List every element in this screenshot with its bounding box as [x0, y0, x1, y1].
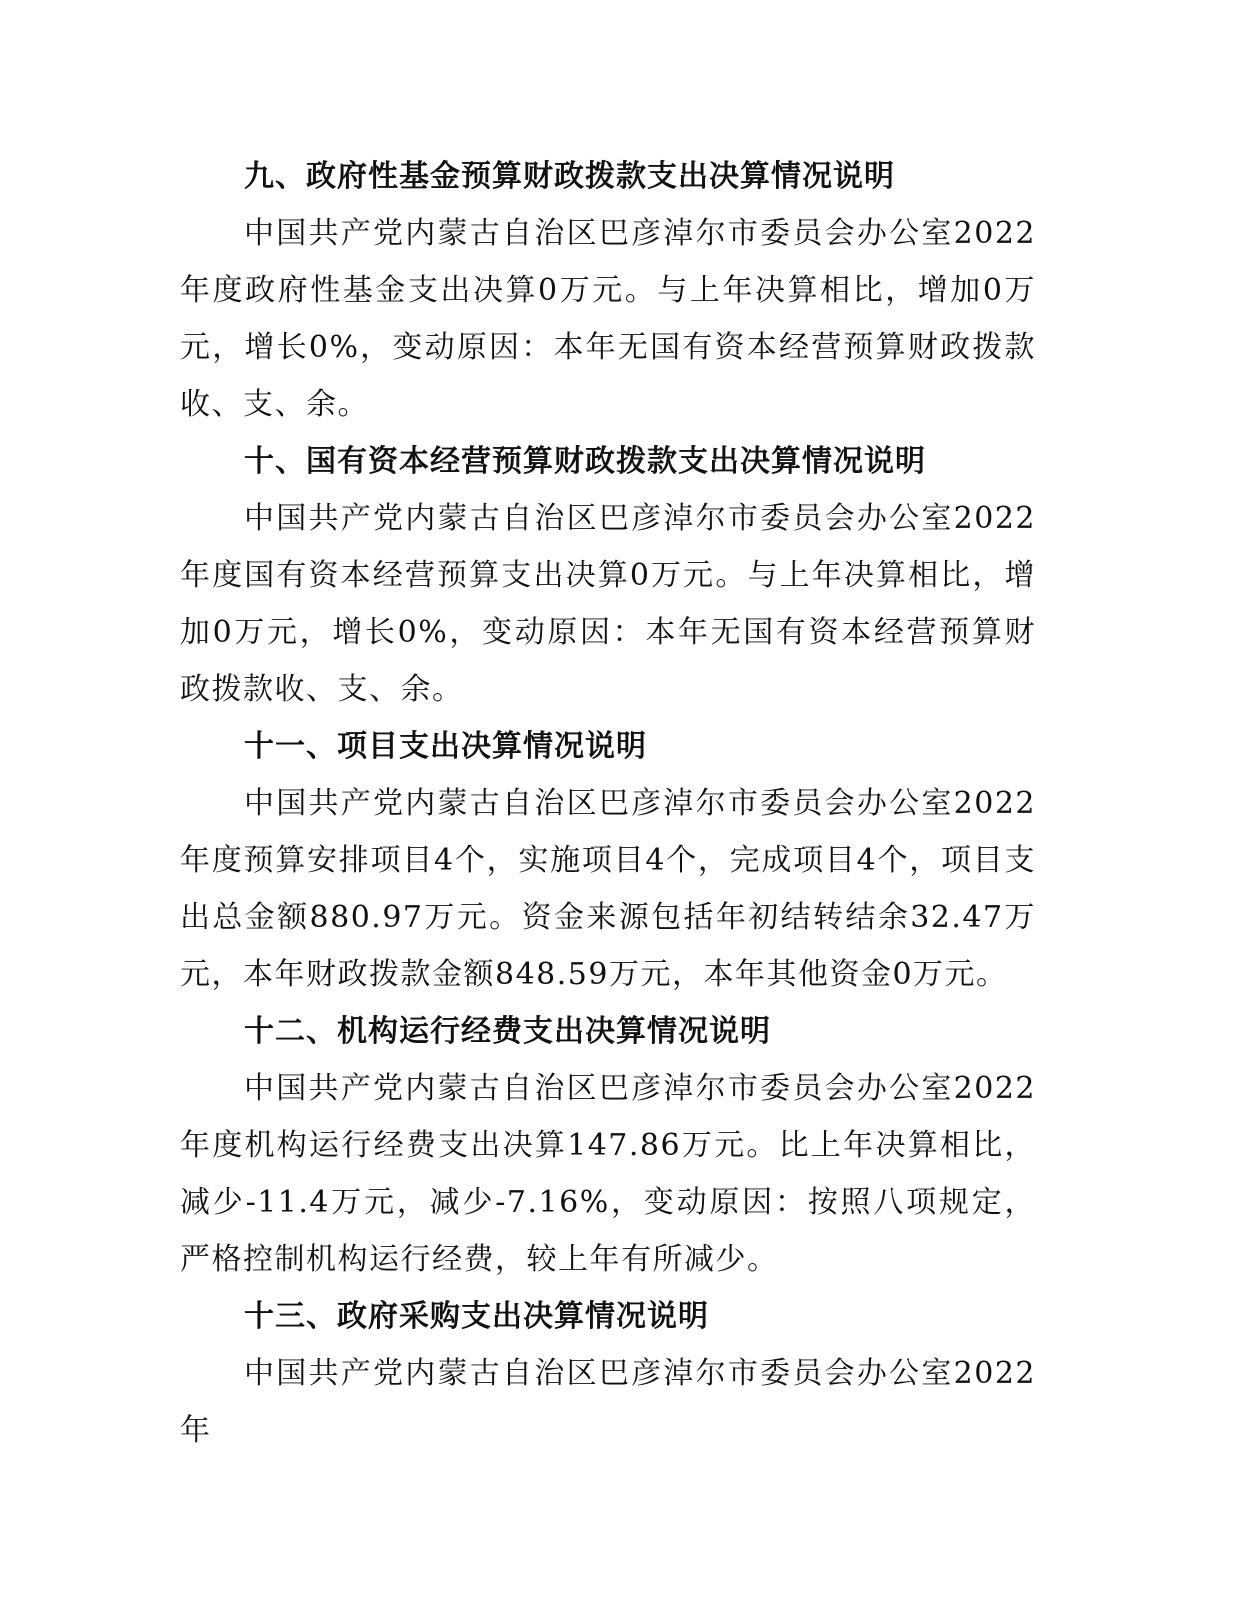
- section-13-body: 中国共产党内蒙古自治区巴彦淖尔市委员会办公室2022年: [180, 1356, 1036, 1448]
- section-9-body: 中国共产党内蒙古自治区巴彦淖尔市委员会办公室2022年度政府性基金支出决算0万元。与上年决算相比，增加0万元，增长0%，变动原因：本年无国有资本经营预算财政拨款收、支、余。: [180, 216, 1036, 422]
- section-11-body: 中国共产党内蒙古自治区巴彦淖尔市委员会办公室2022年度预算安排项目4个，实施项目4个，完成项目4个，项目支出总金额880.97万元。资金来源包括年初结转结余32.47万元，本年财政拨款金额848.59万元，本年其他资金0万元。: [180, 786, 1036, 992]
- section-10-heading: 十、国有资本经营预算财政拨款支出决算情况说明: [244, 444, 926, 479]
- section-11-heading: 十一、项目支出决算情况说明: [244, 729, 647, 764]
- section-12-body: 中国共产党内蒙古自治区巴彦淖尔市委员会办公室2022年度机构运行经费支出决算147.86万元。比上年决算相比，减少-11.4万元，减少-7.16%，变动原因：按照八项规定，严格控制机构运行经费，较上年有所减少。: [180, 1071, 1036, 1277]
- section-12-heading: 十二、机构运行经费支出决算情况说明: [244, 1014, 771, 1049]
- document-page: [180, 148, 1036, 1459]
- section-9-heading: 九、政府性基金预算财政拨款支出决算情况说明: [244, 159, 895, 194]
- section-13-heading: 十三、政府采购支出决算情况说明: [244, 1299, 709, 1334]
- section-10-body: 中国共产党内蒙古自治区巴彦淖尔市委员会办公室2022年度国有资本经营预算支出决算0万元。与上年决算相比，增加0万元，增长0%，变动原因：本年无国有资本经营预算财政拨款收、支、余。: [180, 501, 1036, 707]
